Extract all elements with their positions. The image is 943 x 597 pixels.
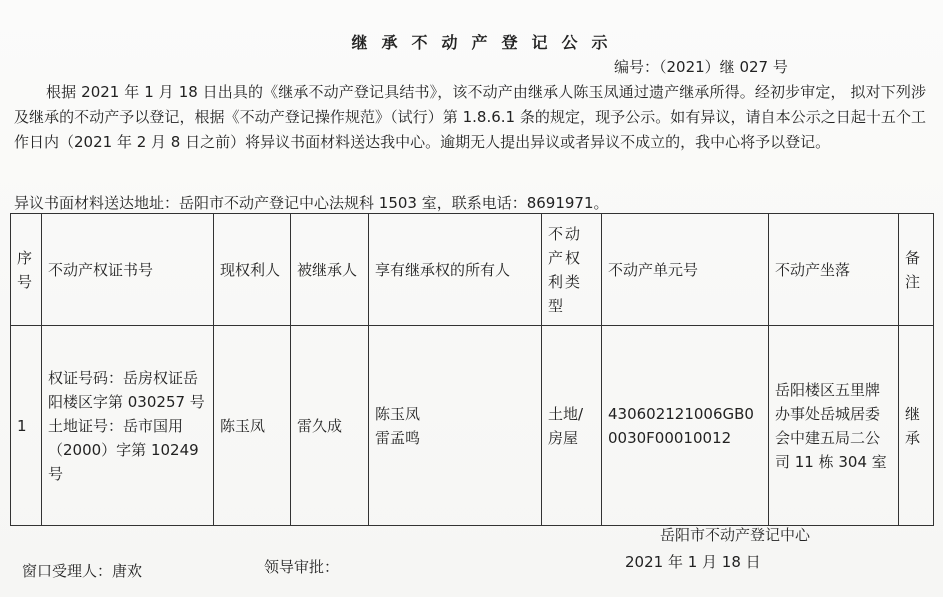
header-note: 备注 [899, 214, 934, 326]
window-receiver: 窗口受理人：唐欢 [22, 562, 143, 580]
header-cert-number: 不动产权证书号 [42, 214, 214, 326]
table-row [11, 326, 934, 526]
objection-address: 异议书面材料送达地址：岳阳市不动产登记中心法规科 1503 室，联系电话：8691971。 [14, 194, 609, 212]
issuing-organization: 岳阳市不动产登记中心 [660, 526, 811, 544]
cell-unit-number: 430602121006GB00030F00010012 [602, 326, 769, 526]
header-unit-number: 不动产单元号 [602, 214, 769, 326]
document-number: 编号：（2021）继 027 号 [614, 58, 788, 76]
registration-table [10, 213, 934, 526]
table-header-row [11, 214, 934, 326]
header-heirs: 享有继承权的所有人 [369, 214, 542, 326]
notice-body-paragraph: 根据 2021 年 1 月 18 日出具的《继承不动产登记具结书》，该不动产由继承人陈玉凤通过遗产继承所得。经初步审定， 拟对下列涉及继承的不动产予以登记，根据《不动产登记操作规范》（试行）第 1.8.6.1 条的规定，现予公示。如有异议，请自本公示之日起十五个工作日内（2021 年 2 月 8 日之前）将异议书面材料送达我中心。逾期无人提出异议或者异议不成立的，我中心将予以登记。 [14, 83, 926, 151]
header-seq: 序号 [11, 214, 42, 326]
cell-location: 岳阳楼区五里牌办事处岳城居委会中建五局二公司 11 栋 304 室 [769, 326, 899, 526]
cell-right-type: 土地/房屋 [542, 326, 602, 526]
heir-name: 陈玉凤 [375, 404, 421, 423]
header-current-owner: 现权利人 [214, 214, 291, 326]
cell-note: 继承 [899, 326, 934, 526]
issue-date: 2021 年 1 月 18 日 [625, 553, 761, 571]
heir-name: 雷孟鸣 [375, 428, 421, 447]
cell-current-owner: 陈玉凤 [214, 326, 291, 526]
cell-seq: 1 [11, 326, 42, 526]
page-title: 继承不动产登记公示 [351, 33, 622, 52]
leader-approval: 领导审批： [264, 558, 340, 576]
cell-decedent: 雷久成 [291, 326, 369, 526]
header-right-type: 不动产权利类型 [542, 214, 602, 326]
header-location: 不动产坐落 [769, 214, 899, 326]
cell-cert-number: 权证号码：岳房权证岳阳楼区字第 030257 号 土地证号：岳市国用（2000）字第 10249 号 [42, 326, 214, 526]
header-decedent: 被继承人 [291, 214, 369, 326]
cell-heirs [369, 326, 542, 526]
